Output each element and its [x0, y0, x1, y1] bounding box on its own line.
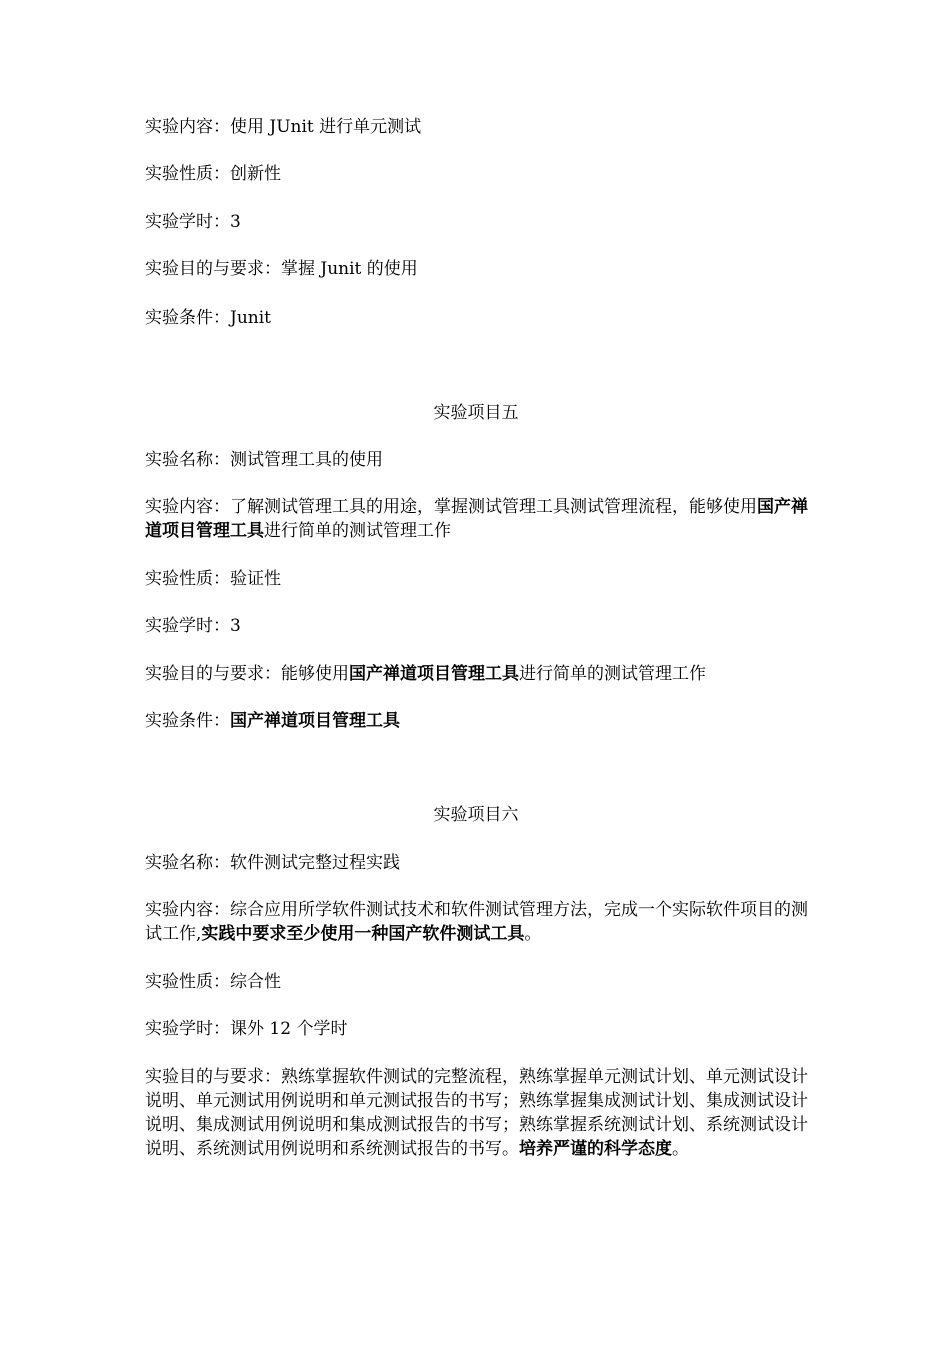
p4-hours: 实验学时：3 [145, 212, 241, 232]
p6-name: 实验名称：软件测试完整过程实践 [145, 853, 400, 873]
p6-goal-post: 。 [672, 1139, 689, 1159]
p6-content-post: 。 [524, 924, 542, 944]
p5-goal-post: 进行简单的测试管理工作 [519, 664, 706, 684]
p6-nature: 实验性质：综合性 [145, 972, 281, 992]
p5-name: 实验名称：测试管理工具的使用 [145, 450, 383, 470]
p5-goal-pre: 实验目的与要求：能够使用 [145, 664, 349, 684]
p6-heading: 实验项目六 [433, 805, 519, 825]
p6-hours: 实验学时：课外 12 个学时 [145, 1019, 348, 1039]
p5-hours: 实验学时：3 [145, 616, 241, 636]
p6-goal-bold: 培养严谨的科学态度 [519, 1139, 672, 1159]
p6-content-pre: 实验内容：综合应用所学软件测试技术和软件测试管理方法，完成一个实际软件项目的测试工作, [145, 900, 808, 944]
p5-content-post: 进行简单的测试管理工作 [264, 521, 451, 541]
p5-nature: 实验性质：验证性 [145, 569, 281, 589]
p4-content: 实验内容：使用 JUnit 进行单元测试 [145, 117, 422, 137]
p5-heading: 实验项目五 [433, 403, 519, 423]
p5-goal [145, 662, 815, 686]
p5-content-bold: 国产禅道项目管理工具 [145, 497, 808, 541]
p4-nature: 实验性质：创新性 [145, 164, 281, 184]
p5-condition-pre: 实验条件： [145, 711, 230, 731]
p5-content [145, 495, 815, 543]
p5-goal-bold: 国产禅道项目管理工具 [349, 664, 519, 684]
p6-content-bold: 实践中要求至少使用一种国产软件测试工具 [201, 924, 525, 944]
p5-condition-bold: 国产禅道项目管理工具 [230, 711, 400, 731]
p4-goal: 实验目的与要求：掌握 Junit 的使用 [145, 259, 418, 279]
p5-content-pre: 实验内容：了解测试管理工具的用途，掌握测试管理工具测试管理流程，能够使用 [145, 497, 757, 517]
p6-goal [145, 1065, 815, 1161]
p5-condition [145, 709, 815, 733]
p6-content [145, 898, 815, 946]
p6-goal-pre: 实验目的与要求：熟练掌握软件测试的完整流程，熟练掌握单元测试计划、单元测试设计说明、单元测试用例说明和单元测试报告的书写；熟练掌握集成测试计划、集成测试设计说明、集成测试用例说明和集成测试报告的书写；熟练掌握系统测试计划、系统测试设计说明、系统测试用例说明和系统测试报告的书写。 [145, 1067, 808, 1159]
p4-condition: 实验条件：Junit [145, 308, 271, 328]
